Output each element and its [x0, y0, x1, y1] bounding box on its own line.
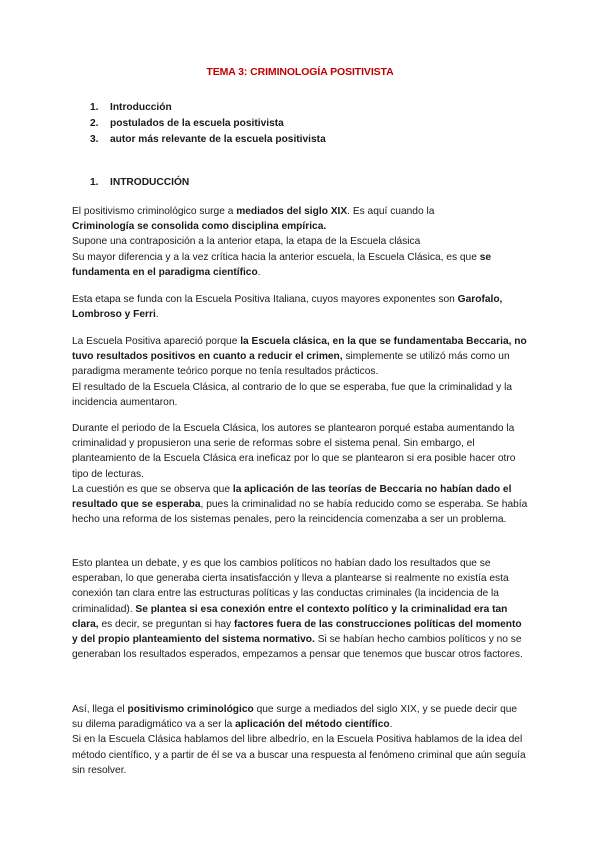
paragraph-1: El positivismo criminológico surge a mediados del siglo XIX. Es aquí cuando la Criminología se consolida como disciplina empírica. Supone una contraposición a la anterior etapa, la etapa de la Escuela clásica Su mayor diferencia y a la vez crítica hacia la anterior escuela, la Escuela Clásica, es que se fundamenta en el paradigma científico. [72, 206, 492, 278]
toc-item: 2. postulados de la escuela positivista [90, 118, 284, 129]
paragraph-3: La Escuela Positiva apareció porque la Escuela clásica, en la que se fundamentaba Beccaria, no tuvo resultados positivos en cuanto a reducir el crimen, simplemente se utilizó más como un paradigma meramente teórico porque no tenía resultados prácticos. El resultado de la Escuela Clásica, al contrario de lo que se esperaba, fue que la criminalidad y la incidencia aumentaron. [72, 336, 527, 408]
paragraph-4: Durante el periodo de la Escuela Clásica, los autores se plantearon porqué estaba aumentando la criminalidad y propusieron una serie de reformas sobre el sistema penal. Sin embargo, el planteamiento de la Escuela Clásica era ineficaz por lo que se plantearon si era posible hacer otro tipo de lecturas. La cuestión es que se observa que la aplicación de las teorías de Beccaria no habían dado el resultado que se esperaba, pues la criminalidad no se había reducido como se esperaba. Se había hecho una reforma de los sistemas penales, pero la reincidencia comenzaba a ser un problema. [72, 423, 528, 526]
toc-item: 1. Introducción [90, 102, 172, 113]
section-heading: 1. INTRODUCCIÓN [90, 177, 190, 188]
paragraph-2: Esta etapa se funda con la Escuela Positiva Italiana, cuyos mayores exponentes son Garofalo, Lombroso y Ferri. [72, 294, 503, 321]
paragraph-6: Así, llega el positivismo criminológico que surge a mediados del siglo XIX, y se puede decir que su dilema paradigmático va a ser la aplicación del método científico. Si en la Escuela Clásica hablamos del libre albedrío, en la Escuela Positiva hablamos de la idea del método científico, y a partir de él se va a buscar una respuesta al fenómeno criminal que aún seguía sin resolver. [72, 704, 526, 776]
toc-item: 3. autor más relevante de la escuela positivista [90, 134, 326, 145]
table-of-contents [90, 100, 326, 148]
document-title: TEMA 3: CRIMINOLOGÍA POSITIVISTA [206, 66, 394, 78]
paragraph-5: Esto plantea un debate, y es que los cambios políticos no habían dado los resultados que se esperaban, lo que generaba cierta insatisfacción y lleva a plantearse si realmente no existía esta conexión tan clara entre las estructuras políticas y las conductas criminales (la incidencia de la criminalidad). Se plantea si esa conexión entre el contexto político y la criminalidad era tan clara, es decir, se preguntan si hay factores fuera de las construcciones políticas del momento y del propio planteamiento del sistema normativo. Si se habían hecho cambios políticos y no se generaban los resultados esperados, empezamos a pensar que tenemos que buscar otros factores. [72, 558, 523, 661]
